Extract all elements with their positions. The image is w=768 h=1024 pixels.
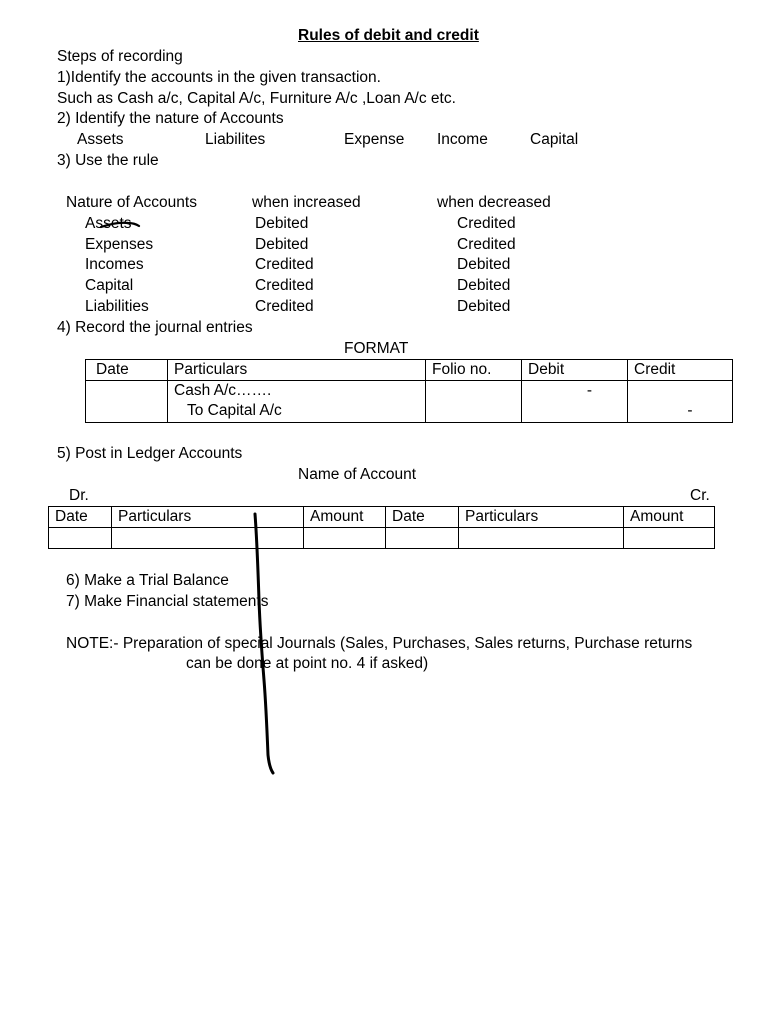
note-line-2: can be done at point no. 4 if asked) (186, 655, 429, 672)
rules-nature: Assets (85, 215, 132, 232)
journal-entry-credit-account: To Capital A/c (187, 402, 282, 419)
step-1-examples: Such as Cash a/c, Capital A/c, Furniture A/c ,Loan A/c etc. (57, 90, 456, 107)
rules-increased: Credited (255, 277, 314, 294)
step-4: 4) Record the journal entries (57, 319, 253, 336)
ledger-cell (112, 528, 304, 549)
step-7: 7) Make Financial statements (66, 593, 269, 610)
rules-decreased: Debited (457, 298, 511, 315)
ledger-header-particulars-cr: Particulars (459, 507, 624, 528)
page-title: Rules of debit and credit (298, 27, 479, 44)
journal-credit-value: - (687, 402, 693, 419)
journal-entry-credit (628, 381, 733, 423)
nature-expense: Expense (344, 131, 405, 148)
nature-assets: Assets (77, 131, 124, 148)
ledger-header-date-cr: Date (386, 507, 459, 528)
rules-nature: Capital (85, 277, 134, 294)
journal-entry-date (86, 381, 168, 423)
ledger-header-amount-dr: Amount (304, 507, 386, 528)
journal-header-folio: Folio no. (426, 360, 522, 381)
rules-header-increased: when increased (252, 194, 361, 211)
journal-debit-value: - (586, 382, 593, 399)
rules-increased: Credited (255, 256, 314, 273)
journal-header-debit: Debit (522, 360, 628, 381)
ledger-cell (304, 528, 386, 549)
rules-increased: Debited (255, 215, 309, 232)
ledger-empty-row (49, 528, 715, 549)
journal-entry-particulars (168, 381, 426, 423)
ledger-header-particulars-dr: Particulars (112, 507, 304, 528)
note-line-1: NOTE:- Preparation of special Journals (Sales, Purchases, Sales returns, Purchase returns (66, 635, 693, 652)
rules-decreased: Debited (457, 256, 511, 273)
rules-nature: Liabilities (85, 298, 149, 315)
steps-heading: Steps of recording (57, 48, 183, 65)
ledger-header-amount-cr: Amount (624, 507, 715, 528)
step-5: 5) Post in Ledger Accounts (57, 445, 243, 462)
ledger-dr: Dr. (69, 487, 89, 504)
journal-header-date: Date (86, 360, 168, 381)
step-6: 6) Make a Trial Balance (66, 572, 229, 589)
rules-nature: Expenses (85, 236, 154, 253)
rules-header-decreased: when decreased (437, 194, 551, 211)
ledger-cell (49, 528, 112, 549)
journal-header-row (86, 360, 733, 381)
ledger-cell (459, 528, 624, 549)
rules-decreased: Debited (457, 277, 511, 294)
rules-increased: Debited (255, 236, 309, 253)
nature-liabilities: Liabilites (205, 131, 266, 148)
journal-header-particulars: Particulars (168, 360, 426, 381)
journal-entry-folio (426, 381, 522, 423)
ledger-table (48, 506, 715, 549)
step-2: 2) Identify the nature of Accounts (57, 110, 284, 127)
rules-nature: Incomes (85, 256, 144, 273)
journal-header-credit: Credit (628, 360, 733, 381)
ledger-cell (624, 528, 715, 549)
format-label: FORMAT (344, 340, 409, 357)
rules-header-nature: Nature of Accounts (66, 194, 197, 211)
nature-income: Income (437, 131, 488, 148)
rules-increased: Credited (255, 298, 314, 315)
ledger-header-date-dr: Date (49, 507, 112, 528)
journal-format-table (85, 359, 733, 423)
journal-entry-row (86, 381, 733, 423)
step-3: 3) Use the rule (57, 152, 159, 169)
rules-decreased: Credited (457, 236, 516, 253)
rules-decreased: Credited (457, 215, 516, 232)
ledger-cr: Cr. (690, 487, 710, 504)
journal-entry-debit (522, 381, 628, 423)
nature-capital: Capital (530, 131, 579, 148)
step-1: 1)Identify the accounts in the given transaction. (57, 69, 381, 86)
ledger-account-name: Name of Account (298, 466, 417, 483)
journal-entry-debit-account: Cash A/c……. (174, 382, 272, 399)
ledger-header-row (49, 507, 715, 528)
ledger-cell (386, 528, 459, 549)
